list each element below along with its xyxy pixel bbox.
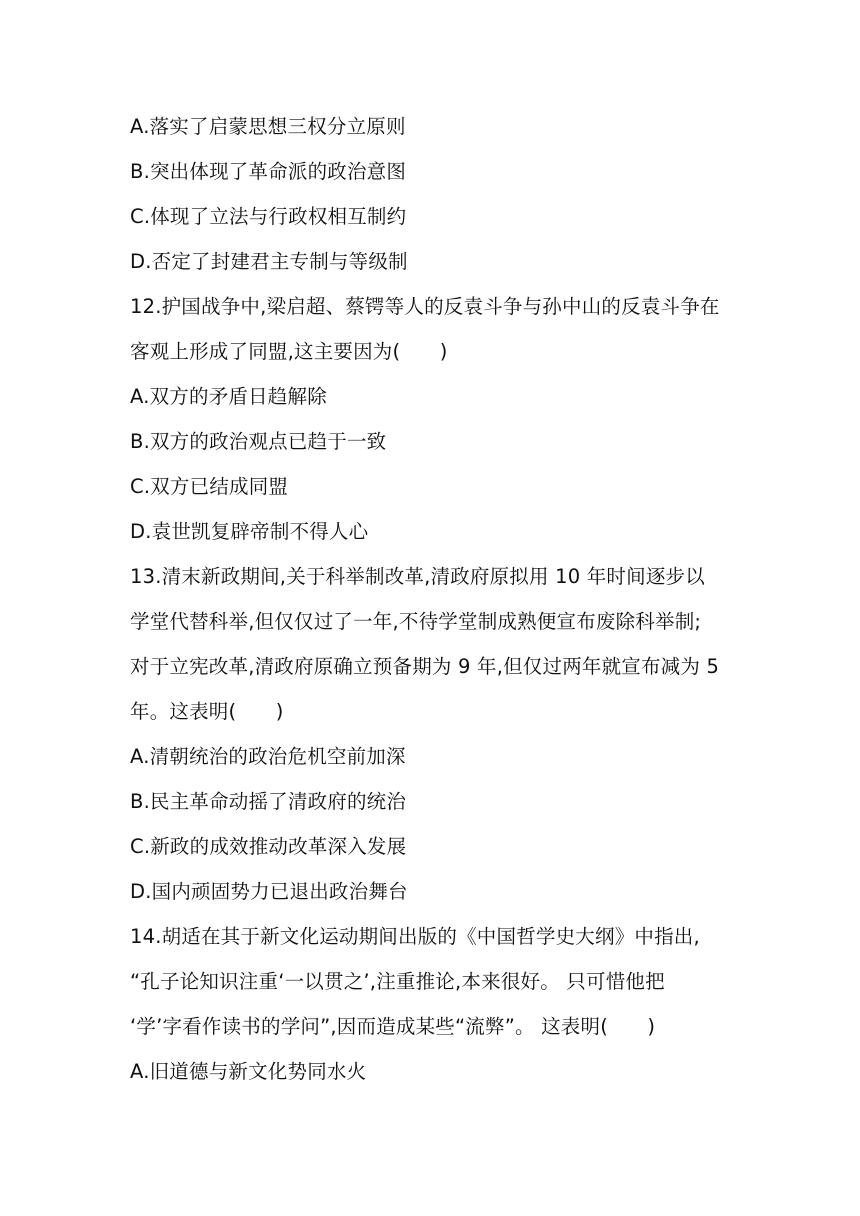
- q14-stem-line1: 14.胡适在其于新文化运动期间出版的《中国哲学史大纲》中指出,: [130, 925, 700, 948]
- q14-option-a: A.旧道德与新文化势同水火: [130, 1060, 367, 1083]
- q11-option-d: D.否定了封建君主专制与等级制: [130, 250, 408, 273]
- q13-option-c: C.新政的成效推动改革深入发展: [130, 835, 407, 858]
- q11-option-c: C.体现了立法与行政权相互制约: [130, 205, 407, 228]
- q12-option-d: D.袁世凯复辟帝制不得人心: [130, 520, 369, 543]
- q13-stem-line2: 学堂代替科举,但仅仅过了一年,不待学堂制成熟便宣布废除科举制;: [130, 610, 702, 633]
- q12-stem-line1: 12.护国战争中,梁启超、蔡锷等人的反袁斗争与孙中山的反袁斗争在: [130, 295, 720, 318]
- q13-stem-line1: 13.清末新政期间,关于科举制改革,清政府原拟用 10 年时间逐步以: [130, 565, 705, 588]
- q13-option-b: B.民主革命动摇了清政府的统治: [130, 790, 407, 813]
- q12-stem-line2: 客观上形成了同盟,这主要因为( ): [130, 340, 448, 363]
- q14-stem-line2: “孔子论知识注重‘一以贯之’,注重推论,本来很好。 只可惜他把: [130, 970, 665, 993]
- q12-option-c: C.双方已结成同盟: [130, 475, 289, 498]
- q14-stem-line3: ‘学’字看作读书的学问”,因而造成某些“流弊”。 这表明( ): [130, 1015, 656, 1038]
- q13-option-d: D.国内顽固势力已退出政治舞台: [130, 880, 408, 903]
- q12-option-b: B.双方的政治观点已趋于一致: [130, 430, 387, 453]
- q12-option-a: A.双方的矛盾日趋解除: [130, 385, 327, 408]
- q13-stem-line3: 对于立宪改革,清政府原确立预备期为 9 年,但仅过两年就宣布减为 5: [130, 655, 720, 678]
- q11-option-a: A.落实了启蒙思想三权分立原则: [130, 115, 406, 138]
- q13-stem-line4: 年。这表明( ): [130, 700, 284, 723]
- q13-option-a: A.清朝统治的政治危机空前加深: [130, 745, 406, 768]
- q11-option-b: B.突出体现了革命派的政治意图: [130, 160, 407, 183]
